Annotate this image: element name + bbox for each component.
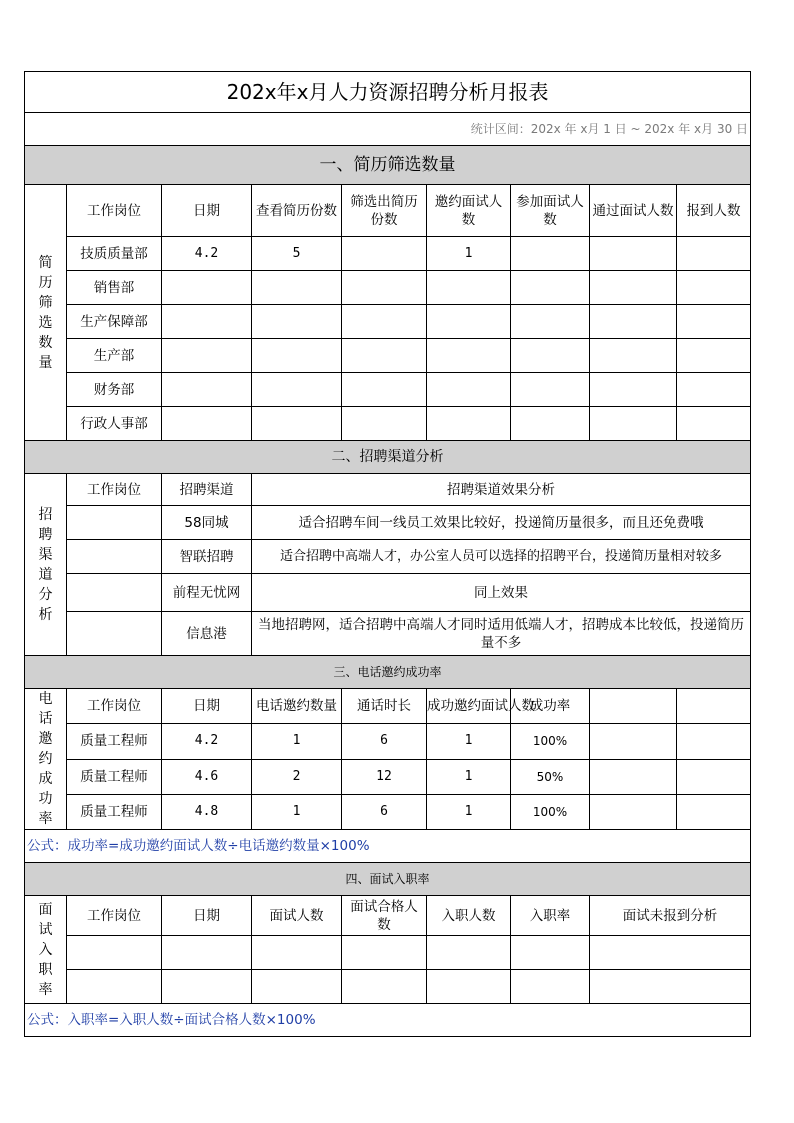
cell[interactable] [677,407,751,441]
cell[interactable] [511,373,590,407]
cell[interactable]: 4.2 [162,724,252,759]
cell [677,689,751,724]
table-row [25,271,751,305]
cell[interactable]: 质量工程师 [67,724,162,759]
s3-header-calls: 电话邀约数量 [252,689,342,724]
s1-header-date: 日期 [162,185,252,237]
s4-header-position: 工作岗位 [67,896,162,936]
section4-title: 四、面试入职率 [25,863,751,896]
table-row [25,574,751,612]
section3-title: 三、电话邀约成功率 [25,656,751,689]
cell[interactable] [677,271,751,305]
section2-side-label: 招 聘 渠 道 分 析 [25,474,67,656]
s4-header-no-show-analysis: 面试未报到分析 [590,896,751,936]
report-sheet [24,71,750,1037]
cell[interactable] [252,373,342,407]
cell[interactable] [252,305,342,339]
table-row [25,407,751,441]
cell[interactable]: 生产保障部 [67,305,162,339]
table-row [25,970,751,1004]
table-row [25,540,751,574]
cell[interactable] [342,373,427,407]
cell[interactable] [67,574,162,612]
cell[interactable]: 适合招聘车间一线员工效果比较好，投递简历量很多，而且还免费哦 [252,506,751,540]
cell[interactable] [677,373,751,407]
cell[interactable]: 1 [427,759,511,794]
cell[interactable] [677,305,751,339]
cell[interactable] [67,970,162,1004]
cell[interactable]: 58同城 [162,506,252,540]
cell[interactable] [342,237,427,271]
cell[interactable] [511,407,590,441]
table-row [25,794,751,829]
cell[interactable] [677,794,751,829]
cell[interactable] [252,407,342,441]
cell[interactable]: 6 [342,794,427,829]
cell[interactable]: 同上效果 [252,574,751,612]
cell[interactable]: 智联招聘 [162,540,252,574]
cell[interactable] [677,237,751,271]
cell[interactable]: 当地招聘网，适合招聘中高端人才同时适用低端人才，招聘成本比较低，投递简历量不多 [252,612,751,656]
s4-header-hire-rate: 入职率 [511,896,590,936]
cell[interactable] [342,305,427,339]
cell[interactable] [427,305,511,339]
cell[interactable]: 1 [427,794,511,829]
table-row [25,612,751,656]
cell[interactable] [590,759,677,794]
table-row [25,339,751,373]
cell[interactable] [162,373,252,407]
section1-title: 一、简历筛选数量 [25,146,751,185]
cell[interactable]: 4.6 [162,759,252,794]
cell[interactable] [590,724,677,759]
section4-side-label: 面 试 入 职 率 [25,896,67,1004]
cell[interactable] [590,237,677,271]
cell[interactable] [162,271,252,305]
cell[interactable] [427,339,511,373]
cell[interactable] [427,936,511,970]
s1-header-invited: 邀约面试人数 [427,185,511,237]
cell[interactable] [342,339,427,373]
table-row [25,759,751,794]
table-row [25,936,751,970]
s3-header-position: 工作岗位 [67,689,162,724]
cell[interactable]: 1 [252,724,342,759]
table-row [25,506,751,540]
cell[interactable]: 行政人事部 [67,407,162,441]
s2-header-analysis: 招聘渠道效果分析 [252,474,751,506]
cell[interactable] [590,407,677,441]
cell[interactable] [342,407,427,441]
cell[interactable] [162,305,252,339]
cell[interactable]: 4.2 [162,237,252,271]
table-row [25,305,751,339]
cell[interactable]: 2 [252,759,342,794]
cell[interactable] [67,540,162,574]
s3-header-rate: 成功率 [511,689,590,724]
cell[interactable] [67,506,162,540]
cell[interactable] [677,339,751,373]
section3-formula: 公式：成功率=成功邀约面试人数÷电话邀约数量×100% [25,830,751,863]
cell[interactable] [511,305,590,339]
cell[interactable]: 适合招聘中高端人才，办公室人员可以选择的招聘平台，投递简历量相对较多 [252,540,751,574]
cell[interactable]: 6 [342,724,427,759]
cell[interactable]: 12 [342,759,427,794]
table-row [25,724,751,759]
cell[interactable] [162,970,252,1004]
cell[interactable] [67,612,162,656]
cell[interactable] [511,237,590,271]
s1-header-reported: 报到人数 [677,185,751,237]
cell[interactable] [590,373,677,407]
cell[interactable] [252,339,342,373]
cell[interactable] [677,759,751,794]
cell[interactable] [427,407,511,441]
cell[interactable]: 1 [252,794,342,829]
s3-header-success-invites: 成功邀约面试人数 [427,689,511,724]
cell[interactable] [590,970,751,1004]
report-period: 统计区间：202x 年 x月 1 日 ~ 202x 年 x月 30 日 [25,113,751,146]
report-table [24,71,751,1037]
s1-header-position: 工作岗位 [67,185,162,237]
table-row [25,237,751,271]
cell[interactable]: 100% [511,724,590,759]
cell[interactable] [511,339,590,373]
cell[interactable]: 1 [427,724,511,759]
s4-header-date: 日期 [162,896,252,936]
cell[interactable] [252,936,342,970]
cell[interactable] [342,970,427,1004]
cell[interactable] [252,271,342,305]
cell[interactable] [162,936,252,970]
cell[interactable]: 财务部 [67,373,162,407]
section2-title: 二、招聘渠道分析 [25,441,751,474]
cell[interactable]: 5 [252,237,342,271]
section1-side-label: 简 历 筛 选 数 量 [25,185,67,441]
cell[interactable] [252,970,342,1004]
cell[interactable]: 质量工程师 [67,759,162,794]
s4-header-qualified: 面试合格人数 [342,896,427,936]
cell[interactable]: 生产部 [67,339,162,373]
cell[interactable] [511,936,590,970]
report-title: 202x年x月人力资源招聘分析月报表 [25,72,751,113]
cell[interactable] [590,936,751,970]
cell[interactable]: 100% [511,794,590,829]
s1-header-attended: 参加面试人数 [511,185,590,237]
section4-formula: 公式：入职率=入职人数÷面试合格人数×100% [25,1004,751,1037]
s1-header-passed: 通过面试人数 [590,185,677,237]
cell[interactable]: 1 [427,237,511,271]
s2-header-position: 工作岗位 [67,474,162,506]
cell[interactable] [427,970,511,1004]
cell[interactable] [511,970,590,1004]
cell[interactable] [342,271,427,305]
s2-header-channel: 招聘渠道 [162,474,252,506]
cell[interactable] [427,271,511,305]
cell[interactable] [590,305,677,339]
cell[interactable]: 4.8 [162,794,252,829]
cell[interactable]: 前程无忧网 [162,574,252,612]
cell[interactable] [162,407,252,441]
cell[interactable] [511,271,590,305]
cell[interactable] [427,373,511,407]
cell[interactable]: 技质质量部 [67,237,162,271]
s3-header-date: 日期 [162,689,252,724]
cell[interactable] [162,339,252,373]
cell[interactable]: 50% [511,759,590,794]
cell[interactable] [342,936,427,970]
cell[interactable]: 信息港 [162,612,252,656]
cell[interactable] [590,794,677,829]
cell[interactable]: 质量工程师 [67,794,162,829]
cell[interactable] [67,936,162,970]
s1-header-resumes-screened: 筛选出简历份数 [342,185,427,237]
cell[interactable] [590,271,677,305]
cell[interactable]: 销售部 [67,271,162,305]
s3-header-duration: 通话时长 [342,689,427,724]
s4-header-hired: 入职人数 [427,896,511,936]
s1-header-resumes-viewed: 查看简历份数 [252,185,342,237]
table-row [25,373,751,407]
cell[interactable] [590,339,677,373]
cell[interactable] [677,724,751,759]
s4-header-interviewees: 面试人数 [252,896,342,936]
section3-side-label: 电 话 邀 约 成 功 率 [25,689,67,830]
cell [590,689,677,724]
